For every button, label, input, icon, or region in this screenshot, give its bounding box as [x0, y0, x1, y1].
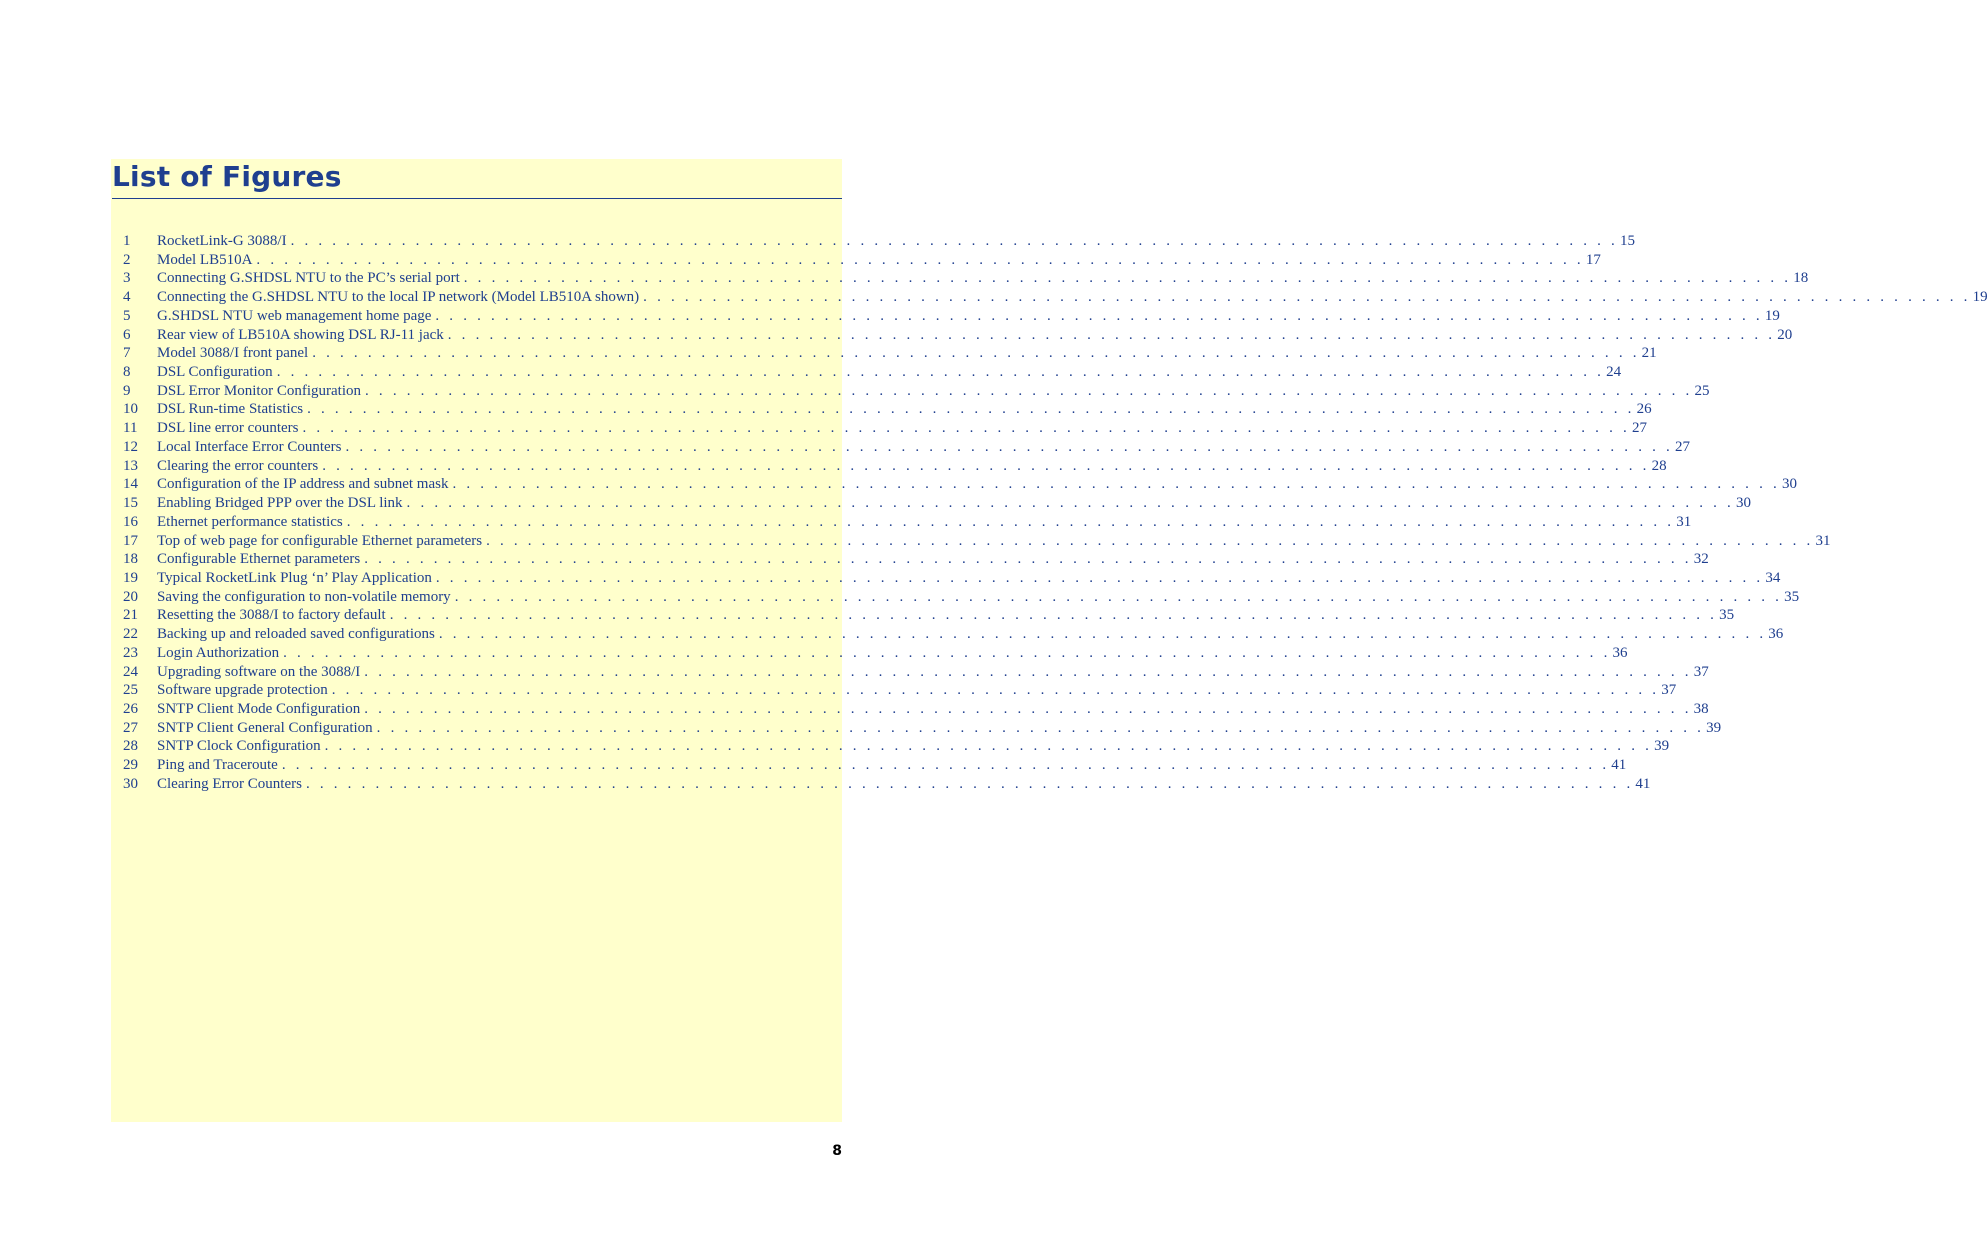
figure-title[interactable]: Local Interface Error Counters — [157, 438, 342, 455]
figure-title[interactable]: Configurable Ethernet parameters — [157, 551, 361, 568]
dot-leader: . . . . . . . . . . . . . . . . . . . . . . . . . . . . . . . . . . . . . . . . . . . . . . . . . . . . . . . . . . . . . . . . . . . . . . . . . . . . . . . . . . . . . . . . . . . . . . . . — [365, 382, 1693, 399]
figure-title[interactable]: G.SHDSL NTU web management home page — [157, 307, 432, 324]
figure-title[interactable]: Login Authorization — [157, 644, 280, 661]
figure-page-number[interactable]: 39 — [1706, 719, 1722, 736]
figure-number: 18 — [123, 551, 138, 568]
figure-page-number[interactable]: 18 — [1793, 270, 1809, 287]
figure-number: 14 — [123, 476, 138, 493]
figure-page-number[interactable]: 41 — [1635, 775, 1651, 792]
figure-number: 23 — [123, 644, 138, 661]
figure-number: 6 — [123, 326, 131, 343]
figure-title[interactable]: Saving the configuration to non-volatile memory — [157, 588, 451, 605]
figure-page-number[interactable]: 19 — [1972, 289, 1988, 306]
figure-number: 13 — [123, 457, 138, 474]
figure-entry[interactable] — [123, 569, 1781, 589]
figure-title[interactable]: Configuration of the IP address and subnet mask — [157, 476, 449, 493]
figure-number: 24 — [123, 663, 138, 680]
figure-page-number[interactable]: 35 — [1719, 607, 1735, 624]
figure-number: 8 — [123, 364, 131, 381]
figure-entry[interactable] — [123, 401, 1652, 420]
figure-page-number[interactable]: 37 — [1693, 663, 1709, 680]
dot-leader: . . . . . . . . . . . . . . . . . . . . . . . . . . . . . . . . . . . . . . . . . . . . . . . . . . . . . . . . . . . . . . . . . . . . . . . . . . . . . . . . . . . . . . . . . . . . . . . . — [435, 569, 1764, 586]
figure-number: 1 — [123, 233, 131, 249]
figure-number: 21 — [123, 607, 138, 624]
figure-title[interactable]: Enabling Bridged PPP over the DSL link — [157, 495, 403, 512]
dot-leader: . . . . . . . . . . . . . . . . . . . . . . . . . . . . . . . . . . . . . . . . . . . . . . . . . . . . . . . . . . . . . . . . . . . . . . . . . . . . . . . . . . . . . . . . . . . . . . . . — [364, 700, 1692, 717]
dot-leader: . . . . . . . . . . . . . . . . . . . . . . . . . . . . . . . . . . . . . . . . . . . . . . . . . . . . . . . . . . . . . . . . . . . . . . . . . . . . . . . . . . . . . . . . . . . . . . . . — [454, 588, 1783, 605]
figure-number: 9 — [123, 382, 131, 399]
figure-list — [123, 233, 1988, 795]
figure-entry[interactable] — [123, 326, 1793, 346]
dot-leader: . . . . . . . . . . . . . . . . . . . . . . . . . . . . . . . . . . . . . . . . . . . . . . . . . . . . . . . . . . . . . . . . . . . . . . . . . . . . . . . . . . . . . . . . . . . . . . . . — [438, 626, 1767, 643]
figure-title[interactable]: Clearing the error counters — [157, 457, 319, 474]
figure-page-number[interactable]: 30 — [1781, 476, 1797, 493]
figure-title[interactable]: Resetting the 3088/I to factory default — [157, 607, 386, 624]
figure-title[interactable]: DSL line error counters — [157, 420, 299, 437]
figure-title[interactable]: Model 3088/I front panel — [157, 345, 309, 362]
figure-title[interactable]: Top of web page for configurable Ethernet parameters — [157, 532, 483, 549]
dot-leader: . . . . . . . . . . . . . . . . . . . . . . . . . . . . . . . . . . . . . . . . . . . . . . . . . . . . . . . . . . . . . . . . . . . . . . . . . . . . . . . . . . . . . . . . . . . . . . . . — [290, 233, 1619, 249]
figure-page-number[interactable]: 20 — [1777, 326, 1793, 343]
figure-entry[interactable] — [123, 382, 1710, 402]
figure-number: 25 — [123, 682, 138, 699]
dot-leader: . . . . . . . . . . . . . . . . . . . . . . . . . . . . . . . . . . . . . . . . . . . . . . . . . . . . . . . . . . . . . . . . . . . . . . . . . . . . . . . . . . . . . . . . . . . . . . . . — [435, 307, 1763, 324]
figure-entry[interactable] — [123, 251, 1601, 271]
figure-title[interactable]: DSL Error Monitor Configuration — [157, 382, 362, 399]
figure-page-number[interactable]: 39 — [1654, 738, 1670, 755]
figure-entry[interactable] — [123, 457, 1667, 477]
figure-entry[interactable] — [123, 588, 1800, 608]
figure-page-number[interactable]: 26 — [1636, 401, 1652, 418]
figure-page-number[interactable]: 34 — [1765, 569, 1781, 586]
figure-title[interactable]: Backing up and reloaded saved configurations — [157, 626, 435, 643]
figure-number: 22 — [123, 626, 138, 643]
figure-entry[interactable] — [123, 738, 1670, 757]
dot-leader: . . . . . . . . . . . . . . . . . . . . . . . . . . . . . . . . . . . . . . . . . . . . . . . . . . . . . . . . . . . . . . . . . . . . . . . . . . . . . . . . . . . . . . . . . . . . . . . . — [324, 738, 1653, 755]
figure-entry[interactable] — [123, 532, 1831, 552]
figure-number: 4 — [123, 289, 131, 306]
figure-entry[interactable] — [123, 775, 1651, 795]
figure-page-number[interactable]: 25 — [1694, 382, 1710, 399]
figure-title[interactable]: Connecting the G.SHDSL NTU to the local IP network (Model LB510A shown) — [157, 289, 640, 306]
figure-page-number[interactable]: 17 — [1585, 251, 1601, 268]
figure-page-number[interactable]: 31 — [1815, 532, 1831, 549]
figure-number: 16 — [123, 513, 138, 530]
dot-leader: . . . . . . . . . . . . . . . . . . . . . . . . . . . . . . . . . . . . . . . . . . . . . . . . . . . . . . . . . . . . . . . . . . . . . . . . . . . . . . . . . . . . . . . . . . . . . . . . — [345, 438, 1673, 455]
figure-page-number[interactable]: 21 — [1641, 345, 1657, 362]
figure-entry[interactable] — [123, 438, 1690, 458]
figure-title[interactable]: SNTP Clock Configuration — [157, 738, 321, 755]
dot-leader: . . . . . . . . . . . . . . . . . . . . . . . . . . . . . . . . . . . . . . . . . . . . . . . . . . . . . . . . . . . . . . . . . . . . . . . . . . . . . . . . . . . . . . . . . . . . . . . . — [276, 364, 1605, 381]
dot-leader: . . . . . . . . . . . . . . . . . . . . . . . . . . . . . . . . . . . . . . . . . . . . . . . . . . . . . . . . . . . . . . . . . . . . . . . . . . . . . . . . . . . . . . . . . . . . . . . . — [389, 607, 1718, 624]
figure-page-number[interactable]: 15 — [1620, 233, 1636, 249]
figure-page-number[interactable]: 30 — [1736, 495, 1751, 512]
figure-title[interactable]: Model LB510A — [157, 251, 253, 268]
figure-entry[interactable] — [123, 626, 1784, 645]
figure-page-number[interactable]: 27 — [1631, 420, 1647, 437]
figure-page-number[interactable]: 19 — [1764, 307, 1780, 324]
figure-entry[interactable] — [123, 307, 1780, 327]
figure-entry[interactable] — [123, 345, 1657, 364]
figure-title[interactable]: Rear view of LB510A showing DSL RJ-11 jack — [157, 326, 444, 343]
figure-entry[interactable] — [123, 364, 1622, 383]
page-title: List of Figures — [112, 160, 342, 193]
figure-number: 3 — [123, 270, 131, 287]
dot-leader: . . . . . . . . . . . . . . . . . . . . . . . . . . . . . . . . . . . . . . . . . . . . . . . . . . . . . . . . . . . . . . . . . . . . . . . . . . . . . . . . . . . . . . . . . . . . . . . . — [447, 326, 1776, 343]
figure-entry[interactable] — [123, 682, 1677, 701]
figure-number: 10 — [123, 401, 138, 418]
dot-leader: . . . . . . . . . . . . . . . . . . . . . . . . . . . . . . . . . . . . . . . . . . . . . . . . . . . . . . . . . . . . . . . . . . . . . . . . . . . . . . . . . . . . . . . . . . . . . . . . — [463, 270, 1792, 287]
figure-entry[interactable] — [123, 607, 1735, 626]
figure-entry[interactable] — [123, 233, 1636, 252]
figure-entry[interactable] — [123, 757, 1627, 776]
figure-number: 28 — [123, 738, 138, 755]
figure-title[interactable]: Upgrading software on the 3088/I — [157, 663, 361, 680]
dot-leader: . . . . . . . . . . . . . . . . . . . . . . . . . . . . . . . . . . . . . . . . . . . . . . . . . . . . . . . . . . . . . . . . . . . . . . . . . . . . . . . . . . . . . . . . . . . . . . . . — [364, 663, 1692, 680]
figure-entry[interactable] — [123, 420, 1647, 439]
dot-leader: . . . . . . . . . . . . . . . . . . . . . . . . . . . . . . . . . . . . . . . . . . . . . . . . . . . . . . . . . . . . . . . . . . . . . . . . . . . . . . . . . . . . . . . . . . . . . . . . — [305, 775, 1634, 792]
figure-number: 26 — [123, 700, 138, 717]
dot-leader: . . . . . . . . . . . . . . . . . . . . . . . . . . . . . . . . . . . . . . . . . . . . . . . . . . . . . . . . . . . . . . . . . . . . . . . . . . . . . . . . . . . . . . . . . . . . . . . . — [307, 401, 1635, 418]
dot-leader: . . . . . . . . . . . . . . . . . . . . . . . . . . . . . . . . . . . . . . . . . . . . . . . . . . . . . . . . . . . . . . . . . . . . . . . . . . . . . . . . . . . . . . . . . . . . . . . . — [312, 345, 1640, 362]
dot-leader: . . . . . . . . . . . . . . . . . . . . . . . . . . . . . . . . . . . . . . . . . . . . . . . . . . . . . . . . . . . . . . . . . . . . . . . . . . . . . . . . . . . . . . . . . . . . . . . . — [346, 513, 1675, 530]
figure-page-number[interactable]: 37 — [1661, 682, 1677, 699]
figure-number: 30 — [123, 775, 138, 792]
dot-leader: . . . . . . . . . . . . . . . . . . . . . . . . . . . . . . . . . . . . . . . . . . . . . . . . . . . . . . . . . . . . . . . . . . . . . . . . . . . . . . . . . . . . . . . . . . . . . . . . — [452, 476, 1780, 493]
figure-number: 11 — [123, 420, 138, 437]
dot-leader: . . . . . . . . . . . . . . . . . . . . . . . . . . . . . . . . . . . . . . . . . . . . . . . . . . . . . . . . . . . . . . . . . . . . . . . . . . . . . . . . . . . . . . . . . . . . . . . . — [281, 757, 1610, 774]
figure-title[interactable]: SNTP Client Mode Configuration — [157, 700, 361, 717]
figure-entry[interactable] — [123, 289, 1988, 308]
figure-title[interactable]: Connecting G.SHDSL NTU to the PC’s serial port — [157, 270, 460, 287]
figure-title[interactable]: DSL Configuration — [157, 364, 273, 381]
figure-number: 2 — [123, 251, 131, 268]
figure-entry[interactable] — [123, 513, 1692, 533]
figure-number: 17 — [123, 532, 138, 549]
page-title-block — [112, 159, 842, 199]
dot-leader: . . . . . . . . . . . . . . . . . . . . . . . . . . . . . . . . . . . . . . . . . . . . . . . . . . . . . . . . . . . . . . . . . . . . . . . . . . . . . . . . . . . . . . . . . . . . . . . . — [376, 719, 1705, 736]
dot-leader: . . . . . . . . . . . . . . . . . . . . . . . . . . . . . . . . . . . . . . . . . . . . . . . . . . . . . . . . . . . . . . . . . . . . . . . . . . . . . . . . . . . . . . . . . . . . . . . . — [283, 644, 1611, 661]
dot-leader: . . . . . . . . . . . . . . . . . . . . . . . . . . . . . . . . . . . . . . . . . . . . . . . . . . . . . . . . . . . . . . . . . . . . . . . . . . . . . . . . . . . . . . . . . . . . . . . . — [486, 532, 1814, 549]
figure-number: 29 — [123, 757, 138, 774]
figure-title[interactable]: Typical RocketLink Plug ‘n’ Play Application — [157, 569, 432, 586]
figure-page-number[interactable]: 27 — [1674, 438, 1690, 455]
figure-entry[interactable] — [123, 495, 1751, 514]
figure-page-number[interactable]: 41 — [1611, 757, 1627, 774]
dot-leader: . . . . . . . . . . . . . . . . . . . . . . . . . . . . . . . . . . . . . . . . . . . . . . . . . . . . . . . . . . . . . . . . . . . . . . . . . . . . . . . . . . . . . . . . . . . . . . . . — [331, 682, 1660, 699]
figure-entry[interactable] — [123, 644, 1628, 664]
figure-number: 27 — [123, 719, 138, 736]
figure-title[interactable]: Software upgrade protection — [157, 682, 328, 699]
figure-entry[interactable] — [123, 551, 1709, 570]
figure-entry[interactable] — [123, 663, 1709, 683]
figure-page-number[interactable]: 36 — [1768, 626, 1784, 643]
figure-page-number[interactable]: 36 — [1612, 644, 1628, 661]
figure-page-number[interactable]: 38 — [1693, 700, 1709, 717]
figure-number: 7 — [123, 345, 131, 362]
dot-leader: . . . . . . . . . . . . . . . . . . . . . . . . . . . . . . . . . . . . . . . . . . . . . . . . . . . . . . . . . . . . . . . . . . . . . . . . . . . . . . . . . . . . . . . . . . . . . . . . — [364, 551, 1692, 568]
figure-entry[interactable] — [123, 476, 1797, 495]
figure-entry[interactable] — [123, 700, 1709, 720]
dot-leader: . . . . . . . . . . . . . . . . . . . . . . . . . . . . . . . . . . . . . . . . . . . . . . . . . . . . . . . . . . . . . . . . . . . . . . . . . . . . . . . . . . . . . . . . . . . . . . . . — [643, 289, 1971, 306]
figure-page-number[interactable]: 24 — [1606, 364, 1622, 381]
figure-number: 5 — [123, 307, 131, 324]
figure-title[interactable]: Clearing Error Counters — [157, 775, 302, 792]
figure-number: 15 — [123, 495, 138, 512]
dot-leader: . . . . . . . . . . . . . . . . . . . . . . . . . . . . . . . . . . . . . . . . . . . . . . . . . . . . . . . . . . . . . . . . . . . . . . . . . . . . . . . . . . . . . . . . . . . . . . . . — [302, 420, 1630, 437]
figure-page-number[interactable]: 32 — [1693, 551, 1709, 568]
dot-leader: . . . . . . . . . . . . . . . . . . . . . . . . . . . . . . . . . . . . . . . . . . . . . . . . . . . . . . . . . . . . . . . . . . . . . . . . . . . . . . . . . . . . . . . . . . . . . . . . — [406, 495, 1734, 512]
figure-number: 12 — [123, 438, 138, 455]
figure-entry[interactable] — [123, 719, 1722, 739]
figure-title[interactable]: SNTP Client General Configuration — [157, 719, 373, 736]
dot-leader: . . . . . . . . . . . . . . . . . . . . . . . . . . . . . . . . . . . . . . . . . . . . . . . . . . . . . . . . . . . . . . . . . . . . . . . . . . . . . . . . . . . . . . . . . . . . . . . . — [256, 251, 1584, 268]
figure-entry[interactable] — [123, 270, 1809, 289]
dot-leader: . . . . . . . . . . . . . . . . . . . . . . . . . . . . . . . . . . . . . . . . . . . . . . . . . . . . . . . . . . . . . . . . . . . . . . . . . . . . . . . . . . . . . . . . . . . . . . . . — [322, 457, 1650, 474]
figure-title[interactable]: Ping and Traceroute — [157, 757, 278, 774]
page-number: 8 — [832, 1143, 842, 1159]
figure-title[interactable]: Ethernet performance statistics — [157, 513, 343, 530]
figure-title[interactable]: RocketLink-G 3088/I — [157, 233, 287, 249]
figure-page-number[interactable]: 31 — [1676, 513, 1692, 530]
figure-title[interactable]: DSL Run-time Statistics — [157, 401, 304, 418]
figure-number: 19 — [123, 569, 138, 586]
figure-page-number[interactable]: 28 — [1651, 457, 1667, 474]
figure-page-number[interactable]: 35 — [1784, 588, 1800, 605]
figure-number: 20 — [123, 588, 138, 605]
